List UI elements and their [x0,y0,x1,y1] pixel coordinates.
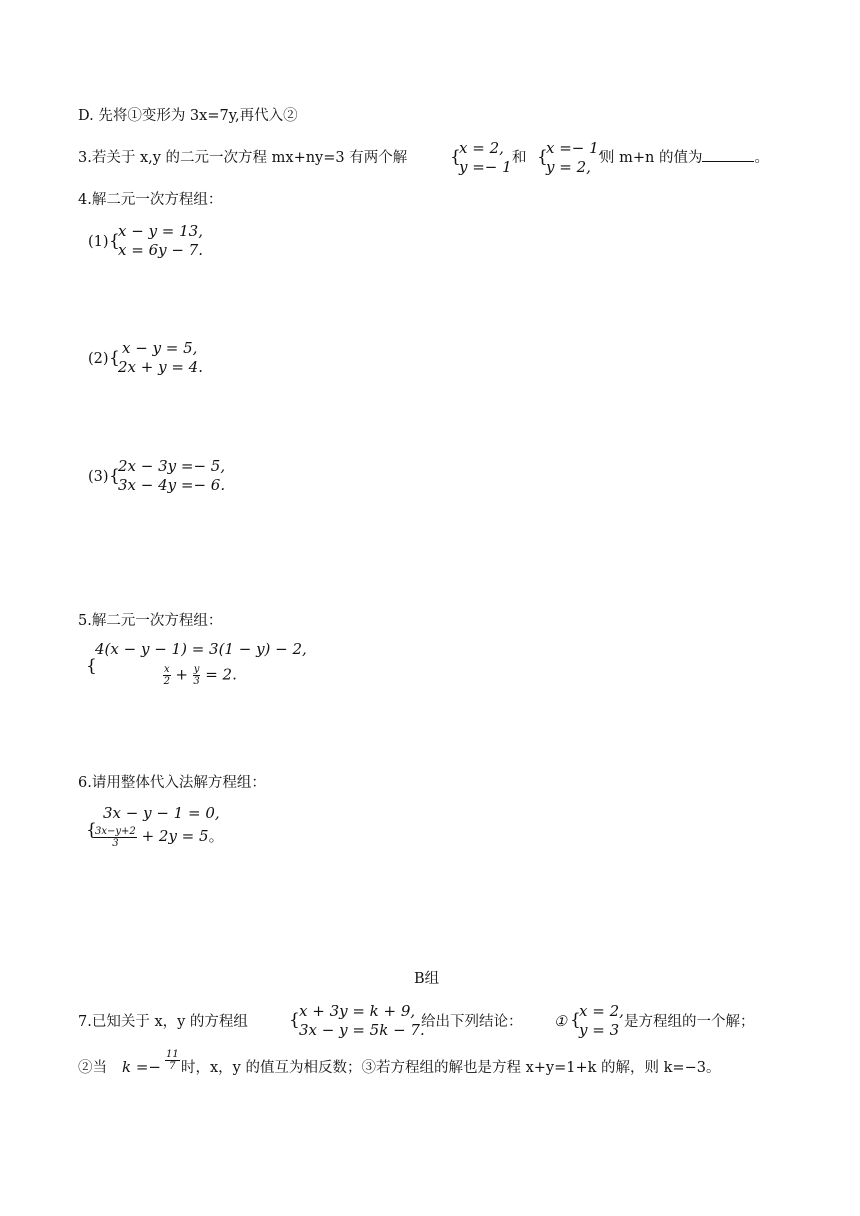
q6-eq2 [94,825,224,849]
q4-sub3-eq1: 2x − 3y =− 5, [118,457,226,475]
brace: { [86,820,97,840]
q4-sub3-label: (3) [88,469,109,485]
q5-eq2-rest: = 2. [205,665,237,684]
q7-c1-mark: ① [554,1014,567,1030]
q7-k-fraction [165,1049,180,1072]
q4-sub2-eq2: 2x + y = 4. [118,358,203,376]
q4-sub1-label: (1) [88,234,109,250]
q6-eq2-end: 。 [208,827,224,845]
brace: { [450,147,461,167]
q7-c1-text: 是方程组的一个解； [624,1014,755,1030]
q7-line2-start: ②当 [78,1060,107,1076]
q4-sub2-eq1: x − y = 5, [122,339,198,357]
q3-sol1-eq1: x = 2, [459,139,504,157]
q7-c1-eq2: y = 3 [579,1021,620,1039]
q7-prefix: 7.已知关于 x，y 的方程组 [78,1014,248,1030]
q3-suffix-text: 则 m+n 的值为 [600,150,703,166]
q7-k-expr: k =− [122,1058,161,1076]
q6-eq2-rest: + 2y = 5 [141,827,209,845]
q4-sub3-eq2: 3x − 4y =− 6. [118,476,226,494]
answer-blank [702,149,754,162]
q7-sys-eq1: x + 3y = k + 9, [299,1002,416,1020]
q3-prefix: 3.若关于 x,y 的二元一次方程 mx+ny=3 有两个解 [78,150,408,166]
fraction: $\frac{y}{3}$ [193,664,200,687]
q6-eq1: 3x − y − 1 = 0, [103,804,220,822]
brace: { [537,147,548,167]
group-b-heading: B组 [414,971,440,987]
q3-sol1-eq2: y =− 1 [459,158,512,176]
brace: { [109,348,120,368]
fraction: $\frac{x}{2}$ [163,664,170,687]
q7-mid: 给出下列结论： [421,1014,523,1030]
q4-title: 4.解二元一次方程组： [78,192,223,208]
brace: { [109,231,120,251]
q5-eq2: $\frac{x}{2}$ + $\frac{y}{3}$ = 2. [163,664,237,687]
q5-title: 5.解二元一次方程组： [78,613,223,629]
q3-sol2-eq1: x =− 1, [546,139,604,157]
q7-sys-eq2: 3x − y = 5k − 7. [299,1021,425,1039]
q4-sub1-eq1: x − y = 13, [118,222,203,240]
brace: { [289,1010,300,1030]
q6-title: 6.请用整体代入法解方程组： [78,775,266,791]
q7-c1-eq1: x = 2, [579,1002,624,1020]
q5-eq1: 4(x − y − 1) = 3(1 − y) − 2, [95,640,307,658]
q4-sub1-eq2: x = 6y − 7. [118,241,203,259]
q3-suffix [600,149,769,167]
brace: { [570,1010,581,1030]
option-d: D. 先将①变形为 3x=7y,再代入② [78,108,298,124]
q4-sub2-label: (2) [88,351,109,367]
q3-end: 。 [754,150,769,166]
q7-line2-rest: 时，x，y 的值互为相反数；③若方程组的解也是方程 x+y=1+k 的解，则 k=−3。 [181,1060,721,1076]
brace: { [86,656,97,676]
q3-sol2-eq2: y = 2, [546,158,591,176]
fraction: $\frac{3x-y+2}{3}$ [95,825,136,849]
fraction: $\frac{11}{7}$ [166,1049,179,1072]
brace: { [109,466,120,486]
q3-mid: 和 [512,150,527,166]
